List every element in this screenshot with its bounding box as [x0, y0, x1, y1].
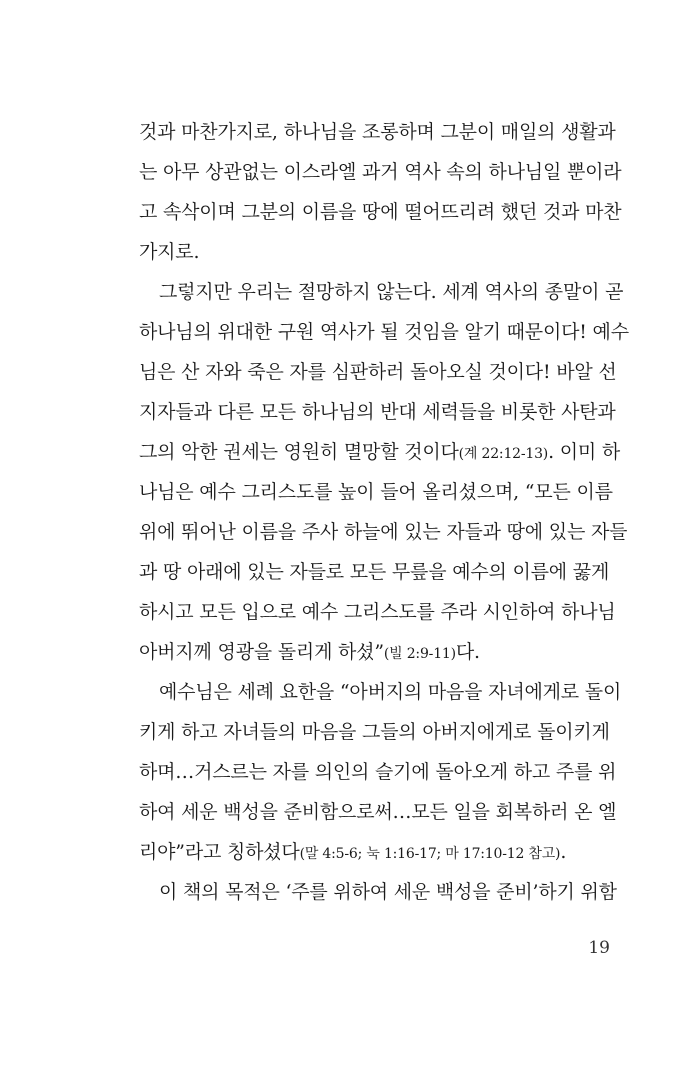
text-line: 고 속삭이며 그분의 이름을 땅에 떨어뜨리려 했던 것과 마찬	[139, 201, 622, 223]
text-line-with-citation	[139, 640, 609, 666]
text-segment: 그의 악한 권세는 영원히 멸망할 것이다	[139, 441, 459, 463]
text-line: 지자들과 다른 모든 하나님의 반대 세력들을 비롯한 사탄과	[139, 401, 616, 423]
scripture-citation: (말 4:5-6; 눅 1:16-17; 마 17:10-12 참고)	[299, 846, 561, 862]
scripture-citation: (빌 2:9-11)	[383, 646, 456, 662]
text-segment: 아버지께 영광을 돌리게 하셨”	[139, 641, 384, 663]
text-line: 님은 산 자와 죽은 자를 심판하러 돌아오실 것이다! 바알 선	[139, 361, 617, 383]
text-segment: 리야”라고 칭하셨다	[139, 841, 300, 863]
text-line-with-citation	[139, 840, 609, 866]
text-line-with-citation	[139, 440, 621, 466]
text-line: 하시고 모든 입으로 예수 그리스도를 주라 시인하여 하나님	[139, 601, 616, 623]
text-line: 과 땅 아래에 있는 자들로 모든 무릎을 예수의 이름에 꿇게	[139, 561, 610, 583]
text-line: 예수님은 세례 요한을 “아버지의 마음을 자녀에게로 돌이	[159, 681, 622, 703]
text-line: 하여 세운 백성을 준비함으로써…모든 일을 회복하러 온 엘	[139, 801, 617, 823]
text-segment: .	[560, 841, 567, 863]
text-line: 그렇지만 우리는 절망하지 않는다. 세계 역사의 종말이 곧	[159, 281, 624, 303]
text-line: 키게 하고 자녀들의 마음을 그들의 아버지에게로 돌이키게	[139, 721, 610, 743]
page-number: 19	[588, 938, 610, 958]
scripture-citation: (계 22:12-13)	[458, 446, 549, 462]
text-line: 이 책의 목적은 ‘주를 위하여 세운 백성을 준비’하기 위함	[159, 881, 617, 903]
text-segment: . 이미 하	[548, 441, 621, 463]
text-line: 하며…거스르는 자를 의인의 슬기에 돌아오게 하고 주를 위	[139, 761, 617, 783]
text-segment: 다.	[455, 641, 480, 663]
text-line: 나님은 예수 그리스도를 높이 들어 올리셨으며, “모든 이름	[139, 481, 613, 503]
text-line: 것과 마찬가지로, 하나님을 조롱하며 그분이 매일의 생활과	[139, 121, 616, 143]
text-line: 위에 뛰어난 이름을 주사 하늘에 있는 자들과 땅에 있는 자들	[139, 521, 628, 543]
text-line: 는 아무 상관없는 이스라엘 과거 역사 속의 하나님일 뿐이라	[139, 161, 622, 183]
text-line: 하나님의 위대한 구원 역사가 될 것임을 알기 때문이다! 예수	[139, 321, 629, 343]
text-line: 가지로.	[139, 241, 200, 263]
